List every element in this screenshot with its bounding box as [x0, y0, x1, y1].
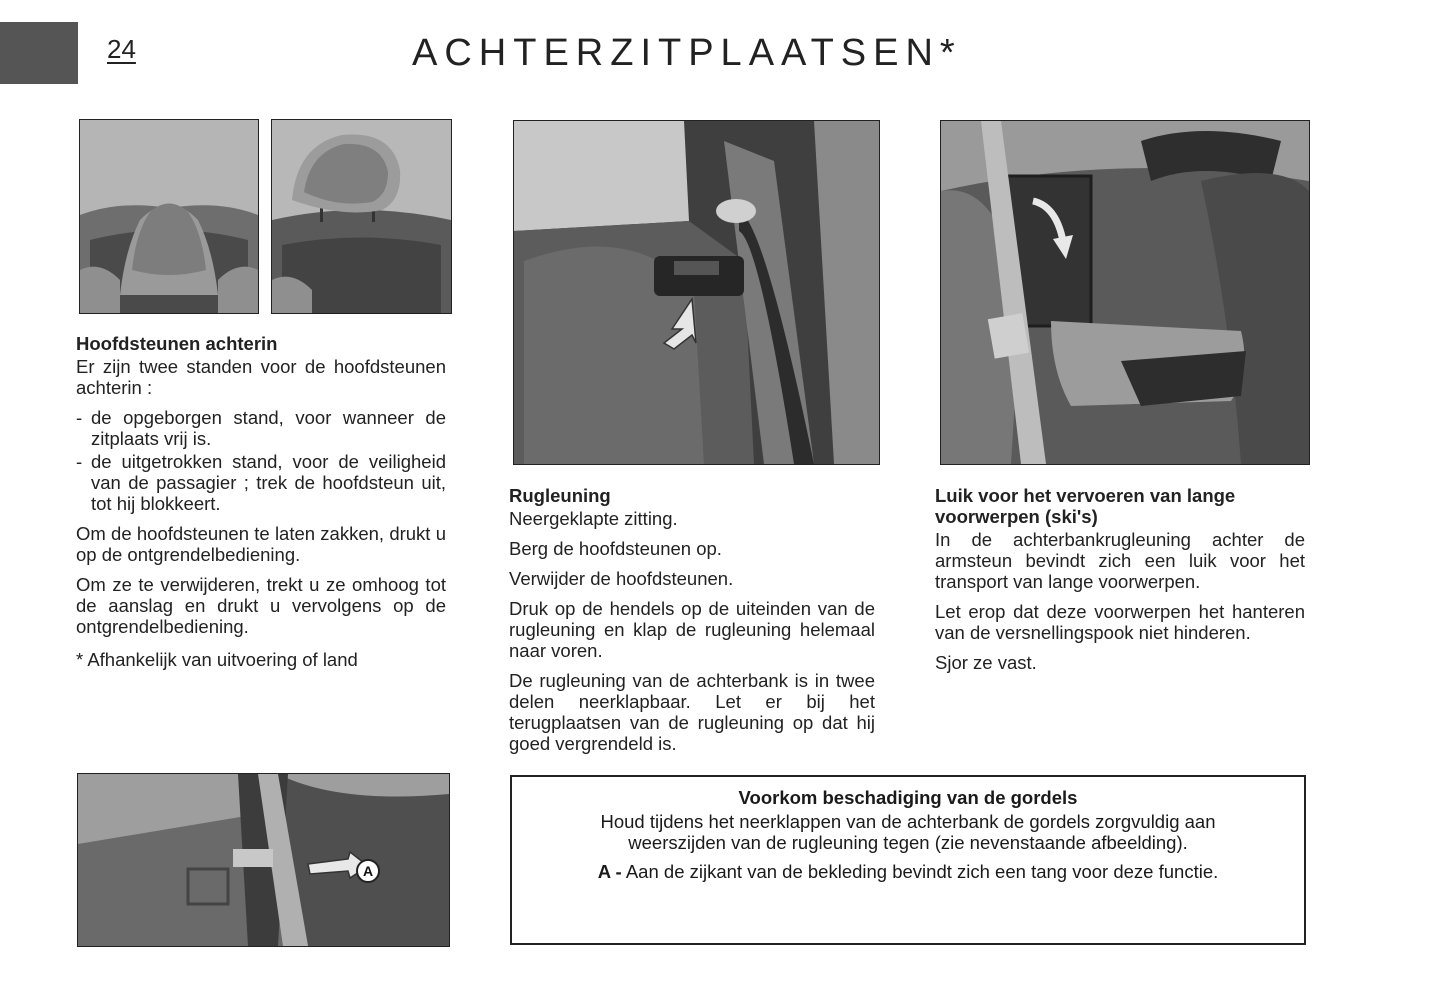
ski-hatch-photo [940, 120, 1310, 465]
headrests-section [76, 333, 446, 679]
ski-hatch-heading: Luik voor het vervoeren van lange voorwerpen (ski's) [935, 485, 1236, 527]
backrest-step: Verwijder de hoofdsteunen. [509, 568, 734, 589]
headrests-remove-text: Om ze te verwijderen, trekt u ze omhoog tot de aanslag en drukt u vervolgens op de ontgrendelbediening. [76, 574, 446, 637]
backrest-lever-photo [513, 120, 880, 465]
list-item: - de opgeborgen stand, voor wanneer de zitplaats vrij is. [76, 407, 446, 449]
warning-text: Houd tijdens het neerklappen van de achterbank de gordels zorgvuldig aan weerszijden van de rugleuning tegen (zie nevenstaande afbeelding). [600, 811, 1216, 853]
backrest-step: Berg de hoofdsteunen op. [509, 538, 722, 559]
headrests-heading: Hoofdsteunen achterin [76, 333, 278, 354]
page-tab-marker [0, 22, 78, 84]
headrest-stowed-photo [79, 119, 259, 314]
ski-hatch-text: In de achterbankrugleuning achter de armsteun bevindt zich een luik voor het transport van lange voorwerpen. [935, 529, 1305, 592]
warning-a-text: Aan de zijkant van de bekleding bevindt zich een tang voor deze functie. [625, 861, 1219, 882]
ski-hatch-secure: Sjor ze vast. [935, 652, 1037, 673]
seatbelt-warning-box [510, 775, 1306, 945]
seatbelt-label-a: A [362, 863, 374, 879]
headrest-positions-list [76, 407, 446, 514]
ski-hatch-warning: Let erop dat deze voorwerpen het hanteren van de versnellingspook niet hinderen. [935, 601, 1305, 643]
backrest-heading: Rugleuning [509, 485, 611, 506]
headrests-lower-text: Om de hoofdsteunen te laten zakken, drukt u op de ontgrendelbediening. [76, 523, 446, 565]
page-title: ACHTERZITPLAATSEN* [412, 32, 962, 74]
backrest-note: De rugleuning van de achterbank is in twee delen neerklapbaar. Let er bij het terugplaatsen van de rugleuning op dat hij goed vergrendeld is. [509, 670, 875, 754]
headrest-extended-photo [271, 119, 452, 314]
warning-title: Voorkom beschadiging van de gordels [738, 787, 1078, 808]
headrests-intro: Er zijn twee standen voor de hoofdsteunen achterin : [76, 356, 446, 398]
ski-hatch-section [935, 485, 1305, 682]
backrest-step: Druk op de hendels op de uiteinden van de rugleuning en klap de rugleuning helemaal naar voren. [509, 598, 875, 661]
warning-a-label: A - [597, 861, 622, 882]
footnote: * Afhankelijk van uitvoering of land [76, 649, 358, 670]
page-number: 24 [107, 34, 136, 64]
warning-note-a [578, 861, 1238, 882]
backrest-section [509, 485, 875, 763]
seatbelt-clip-photo [77, 773, 450, 947]
backrest-step: Neergeklapte zitting. [509, 508, 678, 529]
list-item: - de uitgetrokken stand, voor de veiligheid van de passagier ; trek de hoofdsteun uit, tot hij blokkeert. [76, 451, 446, 514]
